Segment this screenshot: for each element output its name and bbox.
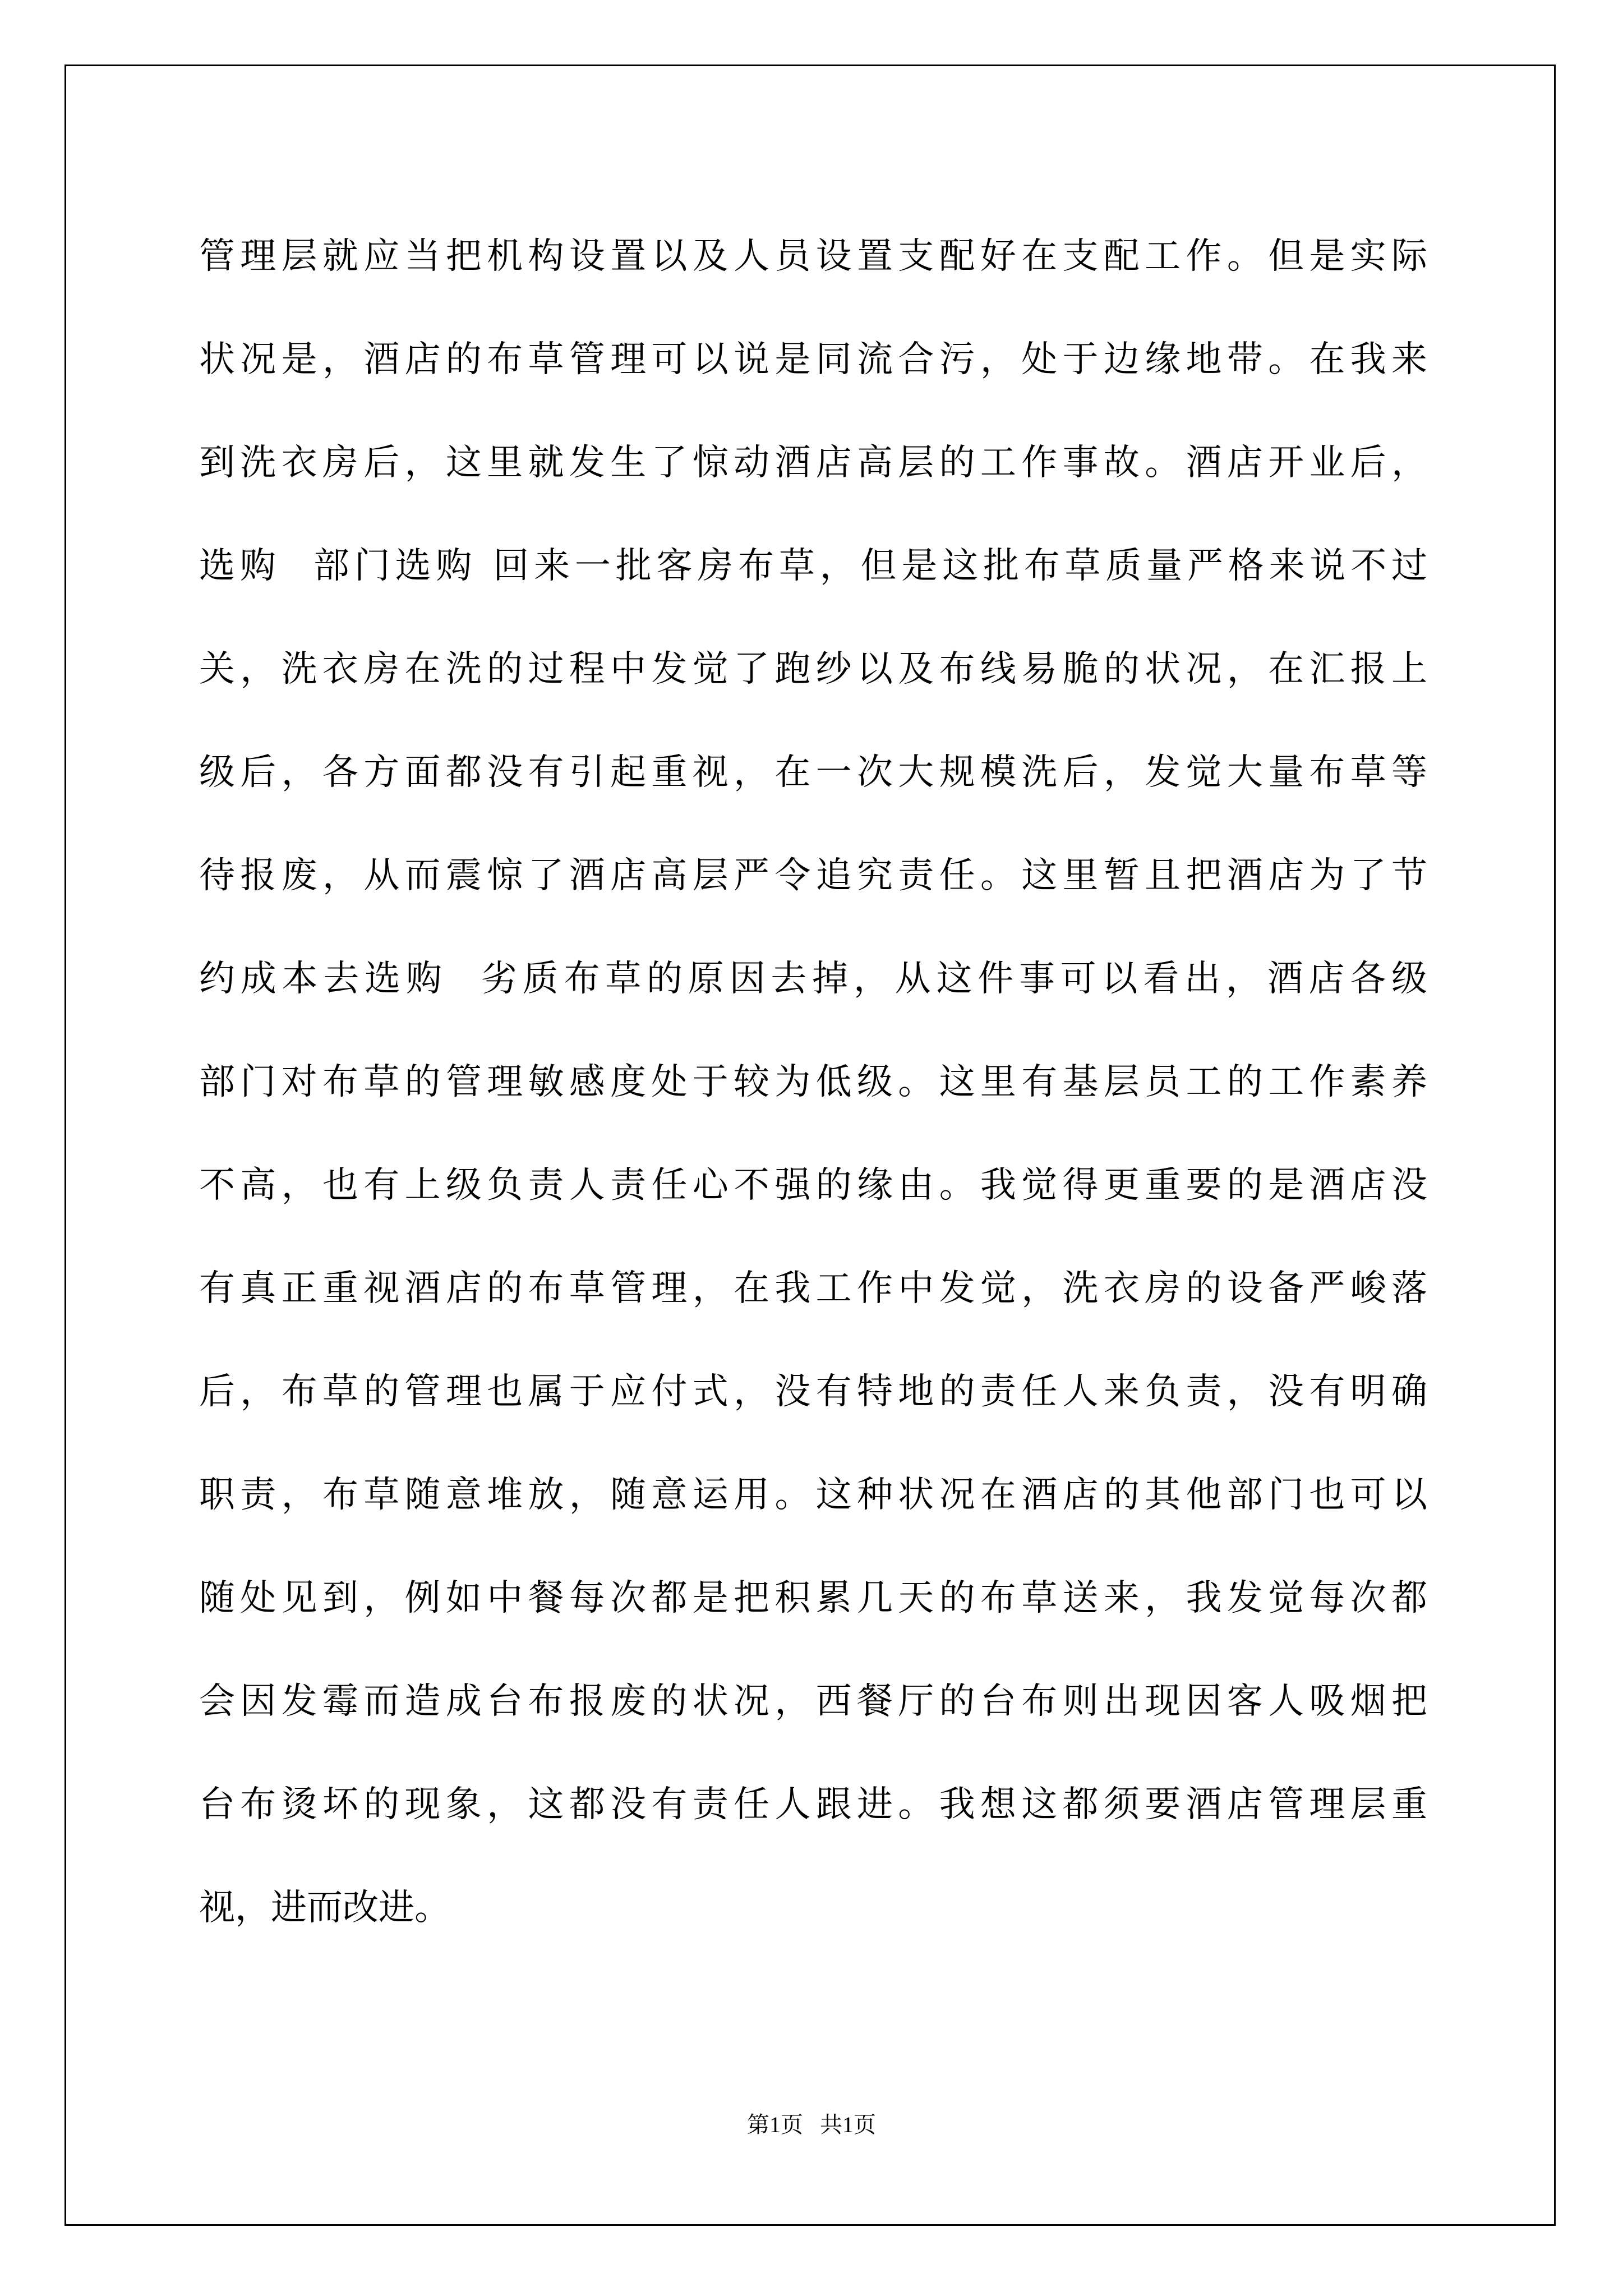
- text-line: 管理层就应当把机构设置以及人员设置支配好在支配工作。但是实际: [199, 236, 1427, 277]
- text-line: 有真正重视酒店的布草管理，在我工作中发觉，洗衣房的设备严峻落: [199, 1268, 1427, 1309]
- text-line: 后，布草的管理也属于应付式，没有特地的责任人来负责，没有明确: [199, 1371, 1427, 1412]
- text-line: 选购 部门选购 回来一批客房布草，但是这批布草质量严格来说不过: [199, 545, 1427, 587]
- text-line: 状况是，酒店的布草管理可以说是同流合污，处于边缘地带。在我来: [199, 339, 1427, 380]
- body-paragraph: [199, 205, 1427, 1959]
- text-line: 随处见到，例如中餐每次都是把积累几天的布草送来，我发觉每次都: [199, 1577, 1427, 1619]
- text-line: 视，进而改进。: [199, 1887, 450, 1929]
- text-line: 待报废，从而震惊了酒店高层严令追究责任。这里暂且把酒店为了节: [199, 855, 1427, 896]
- text-line: 不高，也有上级负责人责任心不强的缘由。我觉得更重要的是酒店没: [199, 1165, 1427, 1206]
- text-line: 到洗衣房后，这里就发生了惊动酒店高层的工作事故。酒店开业后，: [199, 442, 1427, 484]
- text-line: 级后，各方面都没有引起重视，在一次大规模洗后，发觉大量布草等: [199, 752, 1427, 793]
- text-line: 会因发霉而造成台布报废的状况，西餐厅的台布则出现因客人吸烟把: [199, 1681, 1427, 1722]
- text-line: 约成本去选购 劣质布草的原因去掉，从这件事可以看出，酒店各级: [199, 958, 1427, 1000]
- text-line: 台布烫坏的现象，这都没有责任人跟进。我想这都须要酒店管理层重: [199, 1784, 1427, 1825]
- text-line: 职责，布草随意堆放，随意运用。这种状况在酒店的其他部门也可以: [199, 1474, 1427, 1516]
- text-line: 部门对布草的管理敏感度处于较为低级。这里有基层员工的工作素养: [199, 1061, 1427, 1103]
- page-number-footer: 第1页 共1页: [747, 2112, 876, 2137]
- text-line: 关，洗衣房在洗的过程中发觉了跑纱以及布线易脆的状况，在汇报上: [199, 648, 1427, 690]
